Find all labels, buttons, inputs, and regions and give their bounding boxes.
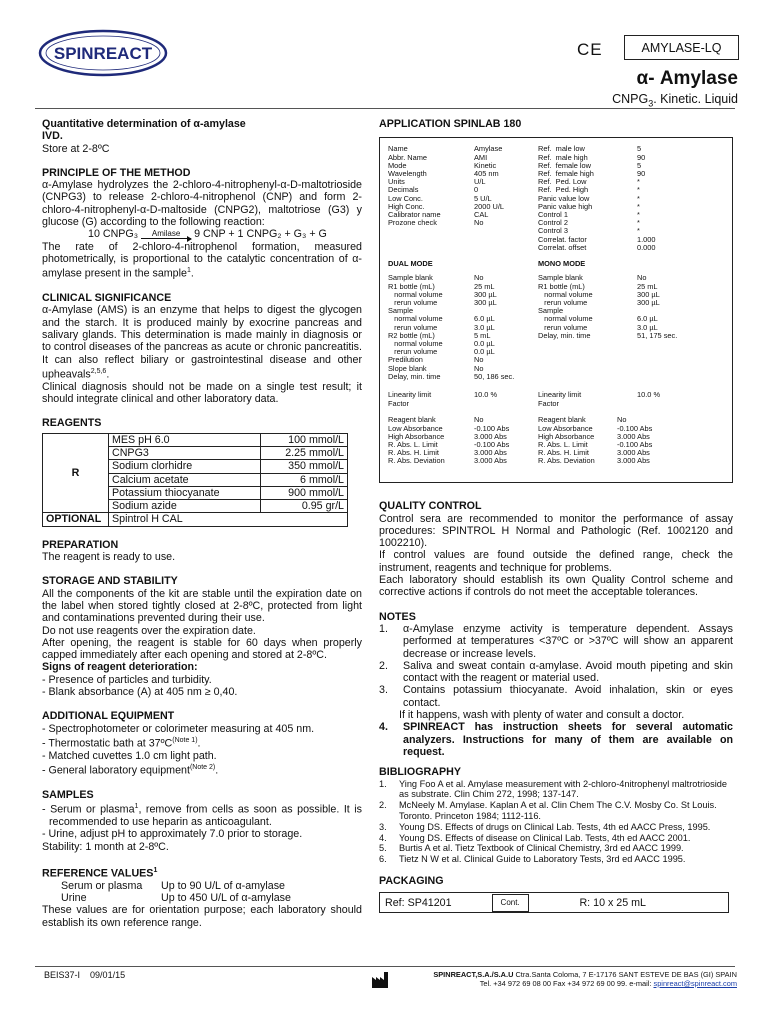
absorbance-item	[538, 457, 652, 465]
linearity-item-value: 10.0 %	[474, 390, 498, 400]
absorbance-item-label: R. Abs. L. Limit	[388, 439, 438, 449]
note-number: 1.	[379, 622, 388, 635]
linearity-dual	[388, 391, 497, 407]
bibliography-heading: BIBLIOGRAPHY	[379, 766, 461, 779]
bibliography-item	[379, 833, 733, 844]
footer-rule	[35, 966, 735, 967]
app-param: Mode	[388, 160, 407, 170]
app-refvalue: *	[637, 185, 640, 195]
app-value: 405 nm	[474, 168, 499, 178]
app-param: Calibrator name	[388, 209, 441, 219]
qc-text-1: Control sera are recommended to monitor the performance of assay procedures: SPINTROL H Normal and Pathologic (Ref. 1002120 and 1002210).	[379, 512, 733, 550]
reagent-row	[43, 433, 348, 446]
reagent-name: Potassium thiocyanate	[109, 486, 261, 499]
dual-item-value: No	[474, 363, 484, 373]
storage-text-3: After opening, the reagent is stable for 60 days when properly capped immediately after each opening and stored at 2-8ºC.	[42, 636, 362, 662]
absorbance-item-value: 3.000 Abs	[474, 448, 507, 458]
qc-heading: QUALITY CONTROL	[379, 500, 482, 513]
absorbance-item-label: R. Abs. H. Limit	[388, 448, 439, 458]
mono-item-value: 300 µL	[637, 289, 660, 299]
bib-text: McNeely M. Amylase. Kaplan A et al. Clin Chem The C.V. Mosby Co. St Louis. Toronto. Princeton 1984; 1112-116.	[399, 800, 717, 821]
bib-number: 4.	[379, 832, 387, 843]
mono-item-value: 300 µL	[637, 297, 660, 307]
app-value: 2000 U/L	[474, 201, 504, 211]
absorbance-item-value: -0.100 Abs	[474, 423, 510, 433]
app-refvalue: *	[637, 218, 640, 228]
app-value: AMI	[474, 152, 488, 162]
note-3-continued: If it happens, wash with plenty of water and consult a doctor.	[399, 709, 685, 722]
equipment-1: - Spectrophotometer or colorimeter measuring at 405 nm.	[42, 722, 315, 735]
app-refvalue: 0.000	[637, 242, 656, 252]
reagent-conc: 2.25 mmol/L	[260, 446, 347, 459]
samples-1: - Serum or plasma$^1$, remove from cells as soon as possible. It is recommended to use heparin as anticoagulant.	[42, 803, 362, 829]
app-refvalue: 90	[637, 152, 646, 162]
email-link[interactable]: spinreact@spinreact.com	[653, 979, 737, 988]
mono-item-value: 6.0 µL	[637, 314, 658, 324]
dual-item-label: normal volume	[388, 289, 443, 299]
absorbance-item-value: 3.000 Abs	[474, 456, 507, 466]
footer-code: BEIS37-I 09/01/15	[44, 970, 126, 980]
dual-item-label: Sample blank	[388, 273, 433, 283]
absorbance-item-label: R. Abs. L. Limit	[538, 439, 588, 449]
mono-item	[538, 332, 677, 340]
note-text: Saliva and sweat contain α-amylase. Avoid mouth pipeting and skin contact with the reagent or material used.	[403, 659, 733, 685]
principle-text: α-Amylase hydrolyzes the 2-chloro-4-nitrophenyl-α-D-maltotrioside (CNPG3) to release 2-chloro-4-nitrophenol (CNP) and form 2-chloro-4-nitrophenyl-α-D-maltoside (CNPG2), maltotriose (G3) y glucose (G) according to the following reaction:	[42, 179, 362, 229]
packaging-quantity: R: 10 x 25 mL	[579, 896, 646, 909]
bib-number: 2.	[379, 800, 387, 811]
preparation-text: The reagent is ready to use.	[42, 551, 176, 564]
reference-row-serum: Serum or plasma Up to 90 U/L of α-amylase	[61, 879, 285, 892]
right-column	[379, 118, 733, 913]
optional-label: OPTIONAL	[43, 513, 109, 526]
app-col-values	[474, 145, 504, 227]
mono-item-label: R1 bottle (mL)	[538, 281, 585, 291]
page-subtitle: $CNPG_3$. Kinetic. Liquid	[612, 92, 738, 109]
mono-mode-heading: MONO MODE	[538, 259, 586, 269]
product-code-box: AMYLASE-LQ	[624, 35, 739, 60]
dual-item-label: Slope blank	[388, 363, 427, 373]
spinreact-logo	[37, 27, 169, 79]
svg-text:SPINREACT: SPINREACT	[53, 44, 153, 63]
dual-item-label: rerun volume	[388, 322, 438, 332]
app-value: 0	[474, 185, 479, 195]
dual-item-value: 25 mL	[474, 281, 495, 291]
mono-item-label: rerun volume	[538, 322, 588, 332]
absorbance-item-value: No	[474, 415, 484, 425]
storage-heading: STORAGE AND STABILITY	[42, 575, 178, 588]
optional-value: Spintrol H CAL	[109, 513, 348, 526]
absorbance-item-value: 3.000 Abs	[617, 448, 650, 458]
bib-number: 5.	[379, 843, 387, 854]
absorbance-item-label: Reagent blank	[388, 415, 436, 425]
dual-item-label: rerun volume	[388, 297, 438, 307]
app-ref: Control 3	[538, 226, 568, 236]
bibliography-item	[379, 843, 733, 854]
rate-text: The rate of 2-chloro-4-nitrophenol formation, measured photometrically, is proportional to the catalytic concentration of α-amylase present in the sample$^1$.	[42, 240, 362, 280]
reagents-table	[42, 433, 348, 527]
absorbance-item-label: Reagent blank	[538, 415, 586, 425]
app-col-refvalues	[637, 145, 656, 252]
storage-text-1: All the components of the kit are stable until the expiration date on the label when stored tightly closed at 2-8ºC, protected from light and contaminations prevented during their use.	[42, 587, 362, 625]
preparation-heading: PREPARATION	[42, 538, 119, 551]
absorbance-item-label: Low Absorbance	[538, 423, 593, 433]
dual-item-label: Sample	[388, 306, 414, 316]
bibliography-item	[379, 779, 733, 801]
linearity-item	[388, 400, 497, 408]
linearity-item-label: Linearity limit	[538, 390, 582, 400]
clinical-text-2: Clinical diagnosis should not be made on a single test result; it should integrate clinical and other laboratory data.	[42, 380, 362, 406]
linearity-item-label: Linearity limit	[388, 390, 432, 400]
app-col-refs	[538, 145, 594, 252]
reagent-name: Sodium azide	[109, 500, 261, 513]
packaging-ref: Ref: SP41201	[385, 896, 452, 909]
bib-text: Young DS. Effects of disease on Clinical Lab. Tests, 4th ed AACC 2001.	[399, 832, 691, 843]
app-refvalue: *	[637, 177, 640, 187]
dual-item-label: normal volume	[388, 314, 443, 324]
samples-heading: SAMPLES	[42, 788, 94, 801]
mono-item-value: 51, 175 sec.	[637, 330, 678, 340]
absorbance-item-value: -0.100 Abs	[474, 439, 510, 449]
dual-item-value: 300 µL	[474, 297, 497, 307]
dual-item-value: 5 mL	[474, 330, 491, 340]
dual-mode-heading: DUAL MODE	[388, 259, 433, 269]
bib-number: 3.	[379, 821, 387, 832]
app-refvalue: 5	[637, 160, 642, 170]
bib-text: Young DS. Effects of drugs on Clinical Lab. Tests, 4th ed AACC Press, 1995.	[399, 821, 711, 832]
reagent-conc: 6 mmol/L	[260, 473, 347, 486]
absorbance-item-label: Low Absorbance	[388, 423, 443, 433]
bibliography-list	[379, 779, 733, 865]
mono-item-label: normal volume	[538, 289, 593, 299]
reaction-equation: 10 CNPG₃ Amilase 9 CNP + 1 CNPG₂ + G₃ + G	[88, 228, 327, 241]
dual-item-label: R2 bottle (mL)	[388, 330, 435, 340]
mono-item-value: No	[637, 273, 647, 283]
equipment-3: - Matched cuvettes 1.0 cm light path.	[42, 749, 217, 762]
app-ref: Ref. male low	[538, 144, 585, 154]
linearity-item-value: 10.0 %	[637, 390, 661, 400]
mono-item-label: Delay, min. time	[538, 330, 591, 340]
absorbance-item-label: High Absorbance	[538, 431, 595, 441]
app-ref: Correlat. factor	[538, 234, 587, 244]
app-value: Amylase	[474, 144, 503, 154]
dual-item-label: rerun volume	[388, 347, 438, 357]
dual-mode-list	[388, 274, 514, 381]
mono-item-label: Sample	[538, 306, 564, 316]
note-text: Contains potassium thiocyanate. Avoid inhalation, skin or eyes contact.	[403, 684, 733, 709]
reagent-name: CNPG3	[109, 446, 261, 459]
dual-item-value: 0.0 µL	[474, 347, 495, 357]
app-ref: Ref. female high	[538, 168, 594, 178]
bibliography-item	[379, 800, 733, 822]
ce-mark: CE	[577, 40, 603, 59]
app-refvalue: 90	[637, 168, 646, 178]
clinical-text: α-Amylase (AMS) is an enzyme that helps to digest the glycogen and the starch. It is produced mainly by exocrine pancreas and salivary glands. This determination is made mainly in diagnosis or to control diseases of the pancreas as acute or chronic pancreatitis. It can also reflect biliary or gastrointestinal disease and other upheavals$^{2,5,6}$.	[42, 304, 362, 381]
qc-text-2: If control values are found outside the defined range, check the instrument, reagents and technique for problems.	[379, 549, 733, 574]
app-col-params	[388, 145, 441, 227]
equipment-2: - Thermostatic bath at 37ºC$^{(Note 1)}$.	[42, 736, 201, 750]
reaction-arrow: Amilase	[141, 230, 191, 239]
deterioration-2: - Blank absorbance (A) at 405 nm ≥ 0,40.	[42, 686, 238, 698]
packaging-box	[379, 892, 729, 913]
linearity-item	[538, 400, 660, 408]
absorbance-item-value: -0.100 Abs	[617, 439, 653, 449]
left-column	[42, 118, 362, 929]
header-rule	[35, 108, 735, 109]
bib-text: Tietz N W et al. Clinical Guide to Laboratory Tests, 3rd ed AACC 1995.	[399, 854, 686, 865]
qc-text-3: Each laboratory should establish its own Quality Control scheme and corrective actions if controls do not meet the acceptable tolerances.	[379, 574, 733, 599]
notes-heading: NOTES	[379, 610, 416, 623]
note-item	[379, 684, 733, 709]
reagent-conc: 0.95 gr/L	[260, 500, 347, 513]
app-ref: Control 1	[538, 209, 568, 219]
dual-item-value: No	[474, 273, 484, 283]
absorbance-item-label: R. Abs. H. Limit	[538, 448, 589, 458]
note-item	[379, 660, 733, 685]
reagent-conc: 900 mmol/L	[260, 486, 347, 499]
absorbance-item	[388, 457, 509, 465]
reagent-row-optional	[43, 513, 348, 526]
app-ref: Ref. Ped. High	[538, 185, 589, 195]
dual-item-label: Delay, min. time	[388, 371, 441, 381]
app-refvalue: 5	[637, 144, 642, 154]
deterioration-1: - Presence of particles and turbidity.	[42, 673, 212, 686]
app-param: Abbr. Name	[388, 152, 428, 162]
reference-row-urine: Urine Up to 450 U/L of α-amylase	[61, 892, 291, 905]
packaging-cont-label: Cont.	[492, 894, 529, 912]
manufacturer-icon	[372, 972, 388, 993]
dual-item	[388, 373, 514, 381]
app-refvalue: *	[637, 201, 640, 211]
app-refvalue: 1.000	[637, 234, 656, 244]
footer-address: SPINREACT,S.A./S.A.U Ctra.Santa Coloma, 7 E-17176 SANT ESTEVE DE BAS (GI) SPAIN Tel. +34 972 69 08 00 Fax +34 972 69 00 99. e-mail: spinreact@spinreact.com	[433, 970, 737, 988]
bibliography-item	[379, 854, 733, 865]
store-text: Store at 2-8ºC	[42, 142, 110, 155]
page-title: α- Amylase	[636, 68, 738, 89]
reference-heading: REFERENCE VALUES$^1$	[42, 866, 158, 880]
absorbance-mono	[538, 416, 652, 465]
app-ref: Panic value high	[538, 201, 593, 211]
app-ref: Control 2	[538, 218, 568, 228]
dual-item-value: 300 µL	[474, 289, 497, 299]
app-value: CAL	[474, 209, 489, 219]
reagents-heading: REAGENTS	[42, 417, 102, 430]
app-ref: Ref. male high	[538, 152, 588, 162]
app-value: Kinetic	[474, 160, 497, 170]
packaging-heading: PACKAGING	[379, 874, 444, 887]
application-box	[379, 137, 733, 483]
absorbance-item-value: 3.000 Abs	[617, 456, 650, 466]
app-ref: Ref. Ped. Low	[538, 177, 587, 187]
reference-note: These values are for orientation purpose; each laboratory should establish its own reference range.	[42, 904, 362, 929]
app-param: Units	[388, 177, 405, 187]
app-ref: Panic value low	[538, 193, 590, 203]
intro-title: Quantitative determination of α-amylase	[42, 118, 246, 130]
clinical-heading: CLINICAL SIGNIFICANCE	[42, 292, 172, 305]
linearity-item-label: Factor	[388, 398, 409, 408]
samples-3: Stability: 1 month at 2-8ºC.	[42, 840, 169, 853]
app-refvalue: *	[637, 209, 640, 219]
mono-item-value: 25 mL	[637, 281, 658, 291]
absorbance-item-label: R. Abs. Deviation	[538, 456, 595, 466]
mono-item-value: 3.0 µL	[637, 322, 658, 332]
reagent-label: R	[43, 433, 109, 513]
principle-heading: PRINCIPLE OF THE METHOD	[42, 166, 191, 179]
mono-item-label: rerun volume	[538, 297, 588, 307]
app-value: 5 U/L	[474, 193, 492, 203]
note-text: α-Amylase enzyme activity is temperature dependent. Assays performed at temperatures <37ºC or >37ºC will show an apparent decrease or increase levels.	[403, 622, 733, 660]
notes-list	[379, 623, 733, 709]
bib-text: Burtis A et al. Tietz Textbook of Clinical Chemistry, 3rd ed AACC 1999.	[399, 843, 684, 854]
bib-number: 6.	[379, 854, 387, 865]
reagent-name: MES pH 6.0	[109, 433, 261, 446]
dual-item-value: 0.0 µL	[474, 338, 495, 348]
absorbance-item-label: R. Abs. Deviation	[388, 456, 445, 466]
dual-item-label: normal volume	[388, 338, 443, 348]
storage-text-2: Do not use reagents over the expiration date.	[42, 624, 256, 637]
dual-item-value: 3.0 µL	[474, 322, 495, 332]
app-ref: Ref. female low	[538, 160, 591, 170]
dual-item-value: 6.0 µL	[474, 314, 495, 324]
dual-item-value: 50, 186 sec.	[474, 371, 515, 381]
app-param: Name	[388, 144, 408, 154]
app-refvalue: *	[637, 226, 640, 236]
app-param: High Conc.	[388, 201, 425, 211]
reagent-conc: 350 mmol/L	[260, 460, 347, 473]
application-heading: APPLICATION SPINLAB 180	[379, 118, 522, 130]
note-4: 4. SPINREACT has instruction sheets for several automatic analyzers. Instructions for many of them are available on request.	[379, 721, 733, 758]
reagent-name: Calcium acetate	[109, 473, 261, 486]
dual-item-label: Predilution	[388, 355, 423, 365]
app-param: Prozone check	[388, 218, 437, 228]
note-item	[379, 623, 733, 660]
app-value: U/L	[474, 177, 486, 187]
reagent-conc: 100 mmol/L	[260, 433, 347, 446]
mono-mode-list	[538, 274, 677, 340]
absorbance-item-value: -0.100 Abs	[617, 423, 653, 433]
app-param: Wavelength	[388, 168, 427, 178]
equipment-heading: ADDITIONAL EQUIPMENT	[42, 710, 175, 723]
samples-2: - Urine, adjust pH to approximately 7.0 prior to storage.	[42, 828, 303, 841]
equipment-4: - General laboratory equipment$^{(Note 2)}$.	[42, 764, 219, 777]
note-number: 3.	[379, 684, 388, 697]
app-param: Low Conc.	[388, 193, 423, 203]
app-value: No	[474, 218, 484, 228]
absorbance-dual	[388, 416, 509, 465]
absorbance-item-value: 3.000 Abs	[474, 431, 507, 441]
bib-text: Ying Foo A et al. Amylase measurement with 2-chloro-4nitrophenyl maltrotrioside as substrate. Clin Chim 272, 1998; 137-147.	[399, 778, 728, 800]
linearity-mono	[538, 391, 660, 407]
mono-item-label: normal volume	[538, 314, 593, 324]
mono-item-label: Sample blank	[538, 273, 583, 283]
linearity-item-label: Factor	[538, 398, 559, 408]
dual-item-value: No	[474, 355, 484, 365]
app-param: Decimals	[388, 185, 419, 195]
absorbance-item-label: High Absorbance	[388, 431, 445, 441]
ivd-label: IVD.	[42, 130, 63, 143]
bibliography-item	[379, 822, 733, 833]
deterioration-heading: Signs of reagent deterioration:	[42, 661, 198, 674]
dual-item-label: R1 bottle (mL)	[388, 281, 435, 291]
absorbance-item-value: 3.000 Abs	[617, 431, 650, 441]
app-ref: Correlat. offset	[538, 242, 587, 252]
bib-number: 1.	[379, 778, 387, 789]
app-refvalue: *	[637, 193, 640, 203]
reagent-name: Sodium clorhidre	[109, 460, 261, 473]
note-number: 2.	[379, 659, 388, 672]
absorbance-item-value: No	[617, 415, 627, 425]
